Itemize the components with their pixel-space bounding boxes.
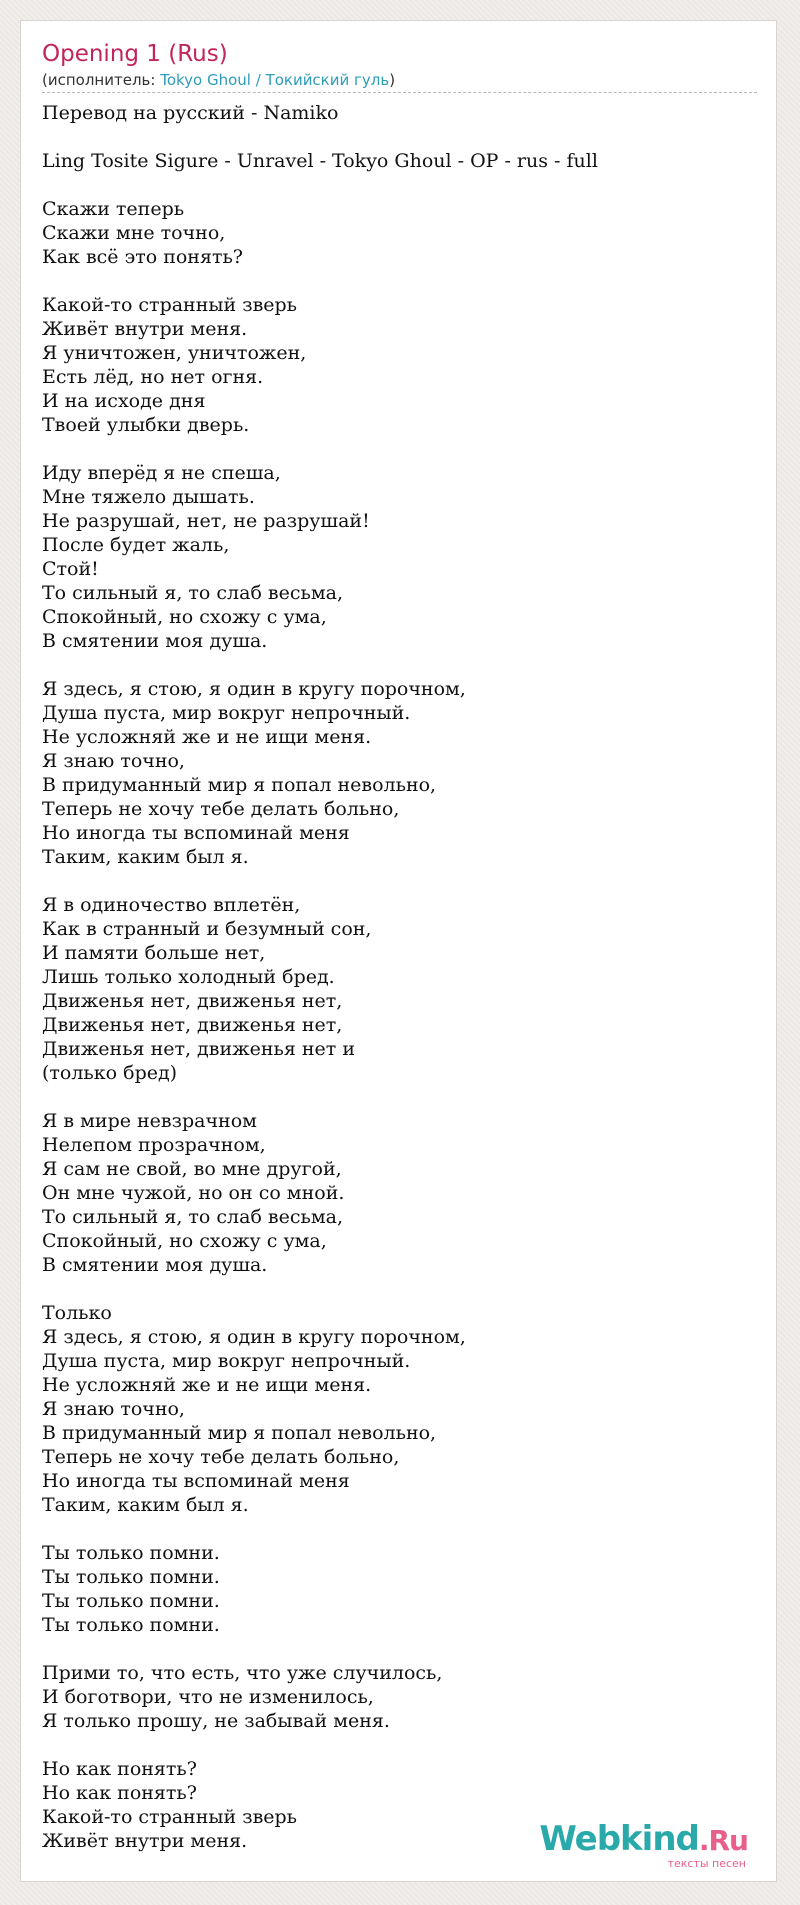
- logo-wordmark: [539, 1819, 748, 1859]
- lyrics-text: Перевод на русский - Namiko Ling Tosite Sigure - Unravel - Tokyo Ghoul - OP - rus - full Скажи теперь Скажи мне точно, Как всё это понять? Какой-то странный зверь Живёт внутри меня. Я уничтожен, уничтожен, Есть лёд, но нет огня. И на исходе дня Твоей улыбки дверь. Иду вперёд я не спеша, Мне тяжело дышать. Не разрушай, нет, не разрушай! После будет жаль, Стой! То сильный я, то слаб весьма, Спокойный, но схожу с ума, В смятении моя душа. Я здесь, я стою, я один в кругу порочном, Душа пуста, мир вокруг непрочный. Не усложняй же и не ищи меня. Я знаю точно, В придуманный мир я попал невольно, Теперь не хочу тебе делать больно, Но иногда ты вспоминай меня Таким, каким был я. Я в одиночество вплетён, Как в странный и безумный сон, И памяти больше нет, Лишь только холодный бред. Движенья нет, движенья нет, Движенья нет, движенья нет, Движенья нет, движенья нет и (только бред) Я в мире невзрачном Нелепом прозрачном, Я сам не свой, во мне другой, Он мне чужой, но он со мной. То сильный я, то слаб весьма, Спокойный, но схожу с ума, В смятении моя душа. Только Я здесь, я стою, я один в кругу порочном, Душа пуста, мир вокруг непрочный. Не усложняй же и не ищи меня. Я знаю точно, В придуманный мир я попал невольно, Теперь не хочу тебе делать больно, Но иногда ты вспоминай меня Таким, каким был я. Ты только помни. Ты только помни. Ты только помни. Ты только помни. Прими то, что есть, что уже случилось, И боготвори, что не изменилось, Я только прошу, не забывай меня. Но как понять? Но как понять? Какой-то странный зверь Живёт внутри меня.: [42, 102, 598, 1852]
- logo-suffix: .Ru: [698, 1824, 748, 1857]
- page-title: Opening 1 (Rus): [42, 41, 228, 67]
- artist-link[interactable]: Tokyo Ghoul / Токийский гуль: [160, 71, 390, 89]
- logo-tagline: тексты песен: [667, 1857, 746, 1870]
- logo-name: Webkind: [539, 1819, 699, 1859]
- artist-suffix: ): [389, 71, 396, 89]
- site-logo[interactable]: [539, 1819, 748, 1870]
- lyrics-card: [20, 20, 777, 1882]
- artist-line: [42, 71, 757, 93]
- artist-prefix: (исполнитель:: [42, 71, 161, 89]
